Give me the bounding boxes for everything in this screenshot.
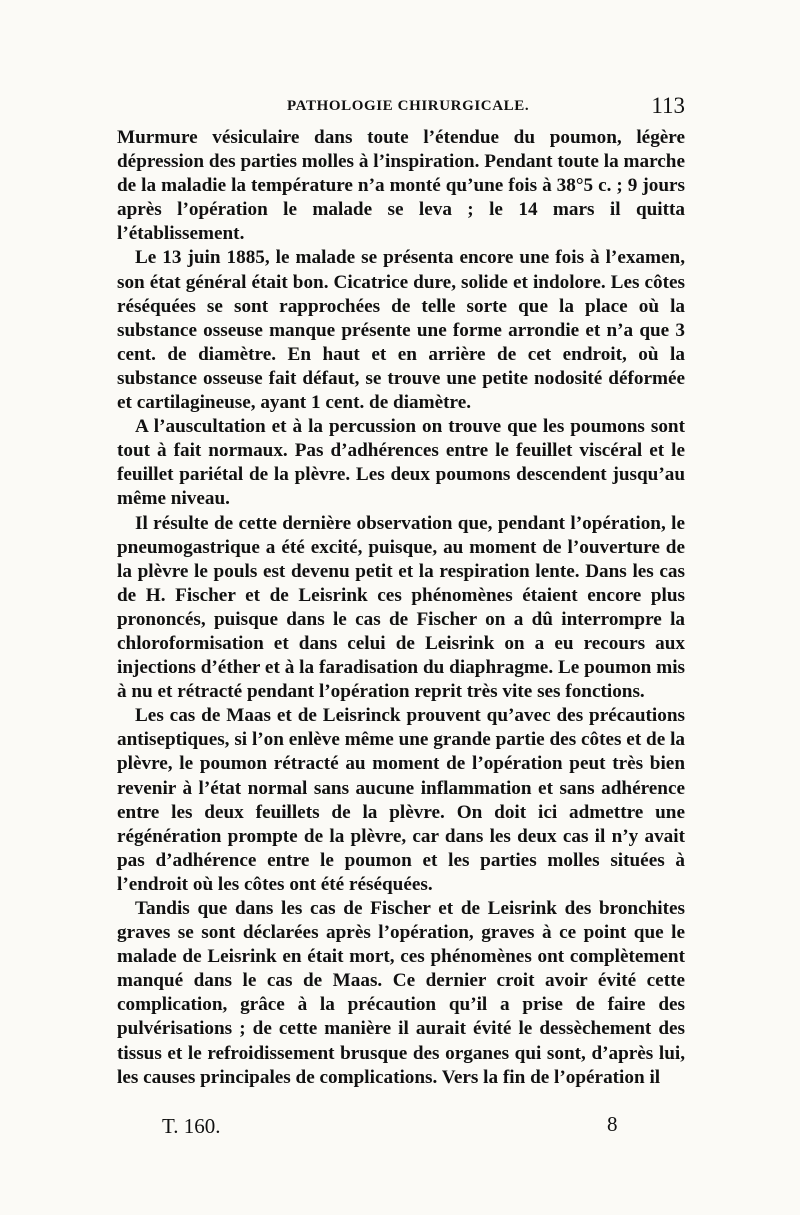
page-header xyxy=(117,93,685,124)
body-text xyxy=(117,126,685,1090)
page-number: 113 xyxy=(651,93,685,118)
paragraph: Le 13 juin 1885, le malade se présenta encore une fois à l’examen, son état général était bon. Cicatrice dure, solide et indolore. Les côtes réséquées se sont rapprochées de telle sorte que la place où la substance osseuse manque présente une forme arrondie et n’a que 3 cent. de diamètre. En haut et en arrière de cet endroit, où la substance osseuse fait défaut, se trouve une petite nodosité déformée et cartilagineuse, ayant 1 cent. de diamètre. xyxy=(117,247,685,414)
paragraph: Murmure vésiculaire dans toute l’étendue du poumon, légère dépression des parties molles à l’inspiration. Pendant toute la marche de la maladie la température n’a monté qu’une fois à 38°5 c. ; 9 jours après l’opération le malade se leva ; le 14 mars il quitta l’établissement. xyxy=(117,127,685,245)
paragraph: A l’auscultation et à la percussion on trouve que les poumons sont tout à fait normaux. Pas d’adhérences entre le feuillet viscéral et le feuillet pariétal de la plèvre. Les deux poumons descendent jusqu’au même niveau. xyxy=(117,416,685,510)
running-head: PATHOLOGIE CHIRURGICALE. xyxy=(287,98,530,114)
sheet-number: 8 xyxy=(607,1112,618,1136)
paragraph: Tandis que dans les cas de Fischer et de Leisrink des bronchites graves se sont déclarées après l’opération, graves à ce point que le malade de Leisrink en était mort, ces phénomènes ont complètement manqué dans le cas de Maas. Ce dernier croit avoir évité cette complication, grâce à la précaution qu’il a prise de faire des pulvérisations ; de cette manière il aurait évité le dessèchement des tissus et le refroidissement brusque des organes qui sont, d’après lui, les causes principales de complications. Vers la fin de l’opération il xyxy=(117,898,685,1088)
paragraph: Il résulte de cette dernière observation que, pendant l’opération, le pneumogastrique a été excité, puisque, au moment de l’ouverture de la plèvre le pouls est devenu petit et la respiration lente. Dans les cas de H. Fischer et de Leisrink ces phénomènes étaient encore plus prononcés, puisque dans le cas de Fischer on a dû interrompre la chloroformisation et dans celui de Leisrink on a eu recours aux injections d’éther et à la faradisation du diaphragme. Le poumon mis à nu et rétracté pendant l’opération reprit très vite ses fonctions. xyxy=(117,512,685,703)
volume-signature: T. 160. xyxy=(162,1114,221,1138)
page-footer xyxy=(117,1114,685,1144)
paragraph: Les cas de Maas et de Leisrinck prouvent qu’avec des précautions antiseptiques, si l’on enlève même une grande partie des côtes et de la plèvre, le poumon rétracté au moment de l’opération peut très bien revenir à l’état normal sans aucune inflammation et sans adhérence entre les deux feuillets de la plèvre. On doit ici admettre une régénération prompte de la plèvre, car dans les deux cas il n’y avait pas d’adhérence entre le poumon et les parties molles situées à l’endroit où les côtes ont été réséquées. xyxy=(117,705,685,895)
